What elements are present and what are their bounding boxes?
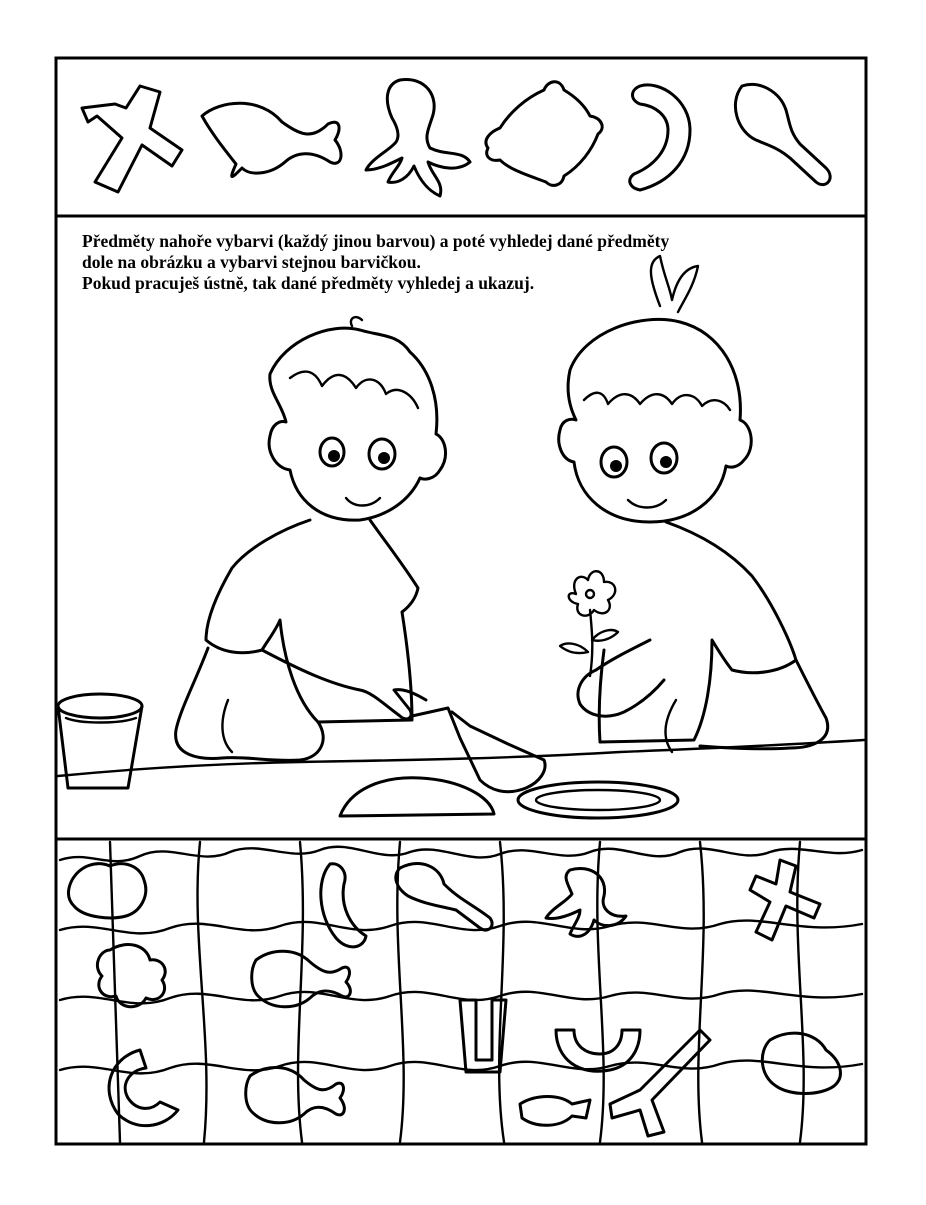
hidden-pillow-1: [69, 864, 146, 918]
hook-icon[interactable]: [630, 85, 690, 190]
target-items-row: [82, 79, 830, 196]
hidden-fish-3: [520, 1097, 590, 1126]
hidden-hook-1: [321, 864, 366, 947]
spoon-icon[interactable]: [735, 84, 830, 184]
instructions-line-2: dole na obrázku a vybarvi stejnou barvičkou.: [82, 252, 421, 272]
octopus-icon[interactable]: [366, 79, 470, 196]
boy-left-figure: [176, 317, 545, 792]
fish-icon[interactable]: [202, 103, 341, 176]
instructions-text: [82, 231, 862, 294]
hidden-flower-1: [97, 945, 165, 1007]
pillow-icon[interactable]: [486, 82, 602, 186]
sand-pile: [340, 778, 494, 816]
sand-hole: [518, 782, 678, 818]
hidden-shovel-1: [610, 1030, 710, 1136]
boy-right-figure: [559, 256, 828, 752]
hidden-fish-1: [246, 1067, 345, 1122]
outer-frame: [56, 58, 866, 1144]
hidden-spoon-1: [396, 864, 492, 930]
hidden-objects-area: [60, 842, 862, 1142]
instructions-line-3: Pokud pracuješ ústně, tak dané předměty vyhledej a ukazuj.: [82, 273, 535, 293]
hidden-hook-3: [556, 1030, 640, 1071]
sandbox-scene: [58, 256, 864, 818]
windmill-cross-icon[interactable]: [82, 86, 182, 192]
instructions-line-1: Předměty nahoře vybarvi (každý jinou barvou) a poté vyhledej dané předměty: [82, 231, 670, 251]
